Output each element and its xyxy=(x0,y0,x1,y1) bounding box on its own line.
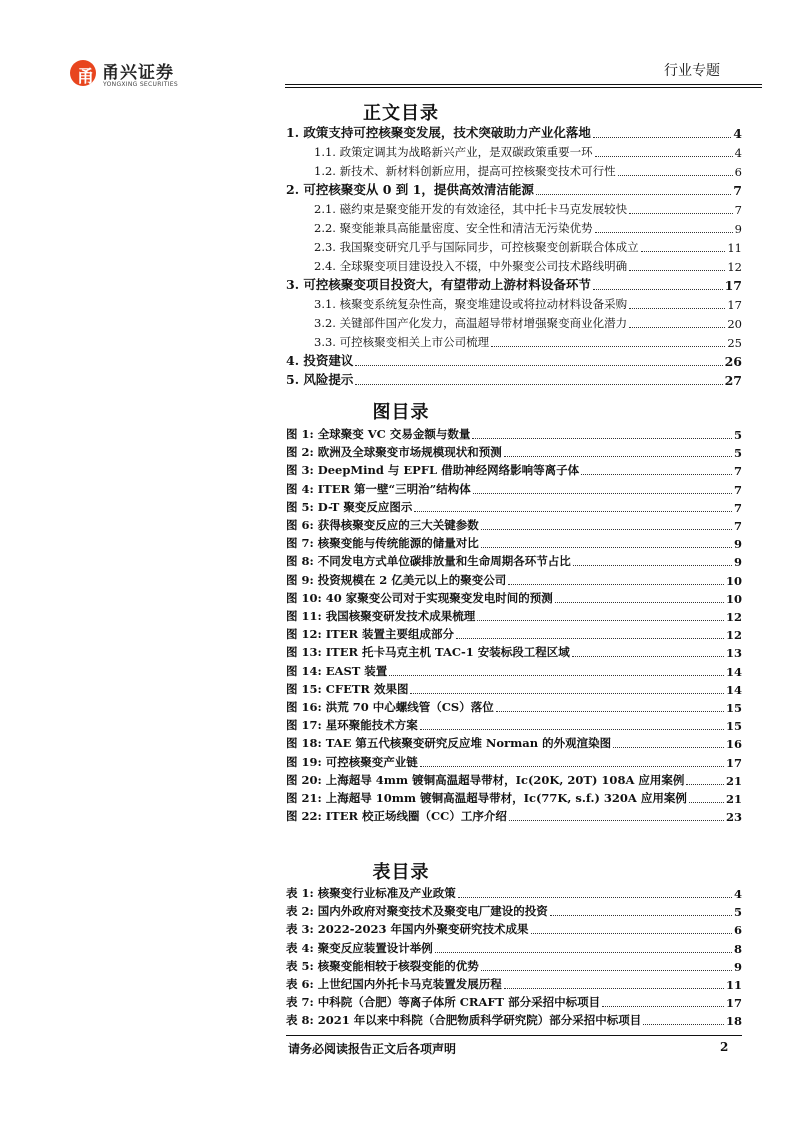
toc-entry[interactable] xyxy=(286,334,742,350)
figure-entry[interactable] xyxy=(286,572,742,588)
dot-leader xyxy=(686,784,724,785)
table-entry-title: 表 4: 聚变反应装置设计举例 xyxy=(286,940,433,955)
dot-leader xyxy=(618,175,733,176)
table-entry-title: 表 5: 核聚变能相较于核裂变能的优势 xyxy=(286,958,479,973)
table-entry-page: 5 xyxy=(733,905,742,920)
dot-leader xyxy=(629,213,733,214)
figure-entry[interactable] xyxy=(286,426,742,442)
figure-entry[interactable] xyxy=(286,608,742,624)
dot-leader xyxy=(456,638,724,639)
toc-entry-title: 2.2. 聚变能兼具高能量密度、安全性和清洁无污染优势 xyxy=(314,221,593,235)
figure-entry-title: 图 1: 全球聚变 VC 交易金额与数量 xyxy=(286,427,471,441)
table-entry[interactable] xyxy=(286,903,742,919)
toc-entry-page: 7 xyxy=(734,203,742,217)
table-entry[interactable] xyxy=(286,994,742,1010)
toc-entry[interactable] xyxy=(286,163,742,179)
figure-entry[interactable] xyxy=(286,535,742,551)
figure-entry-page: 16 xyxy=(725,737,742,752)
table-entry-title: 表 2: 国内外政府对聚变技术及聚变电厂建设的投资 xyxy=(286,904,548,919)
dot-leader xyxy=(435,952,732,953)
table-entry-page: 4 xyxy=(733,887,742,901)
figure-entry[interactable] xyxy=(286,590,742,606)
toc-entry[interactable] xyxy=(286,182,742,198)
toc-entry-title: 2.3. 我国聚变研究几乎与国际同步，可控核聚变创新联合体成立 xyxy=(314,240,639,254)
table-entry[interactable] xyxy=(286,921,742,937)
toc-entry[interactable] xyxy=(286,201,742,217)
figure-entry[interactable] xyxy=(286,790,742,806)
dot-leader xyxy=(641,251,726,252)
toc-entry-page: 17 xyxy=(724,278,742,293)
figure-entry-page: 9 xyxy=(733,555,742,570)
figure-entry[interactable] xyxy=(286,553,742,569)
toc-entry-title: 1. 政策支持可控核聚变发展，技术突破助力产业化落地 xyxy=(286,125,591,140)
toc-entry-title: 2.4. 全球聚变项目建设投入不辍，中外聚变公司技术路线明确 xyxy=(314,259,628,273)
toc-entry-page: 4 xyxy=(734,146,742,160)
toc-entry-title: 1.2. 新技术、新材料创新应用，提高可控核聚变技术可行性 xyxy=(314,164,616,178)
toc-entry[interactable] xyxy=(286,277,742,293)
toc-entry-title: 3.3. 可控核聚变相关上市公司梳理 xyxy=(314,335,490,349)
dot-leader xyxy=(595,232,733,233)
figure-entry-page: 12 xyxy=(725,610,742,624)
figure-entry-title: 图 19: 可控核聚变产业链 xyxy=(286,754,418,769)
table-entry-page: 17 xyxy=(725,996,742,1011)
figure-entry-title: 图 6: 获得核聚变反应的三大关键参数 xyxy=(286,518,479,532)
dot-leader xyxy=(550,915,732,916)
figure-entry[interactable] xyxy=(286,481,742,497)
toc-title: 正文目录 xyxy=(363,103,439,124)
figure-entry-title: 图 20: 上海超导 4mm 镀铜高温超导带材，Ic(20K, 20T) 108A 应用案例 xyxy=(286,772,685,787)
figure-entry[interactable] xyxy=(286,772,742,788)
toc-entry[interactable] xyxy=(286,353,742,369)
toc-entry-page: 25 xyxy=(727,336,742,350)
dot-leader xyxy=(689,802,724,803)
logo-english-name: YONGXING SECURITIES xyxy=(103,81,178,88)
figure-entry[interactable] xyxy=(286,754,742,770)
figure-entry[interactable] xyxy=(286,626,742,642)
toc-entry[interactable] xyxy=(286,296,742,312)
figure-entry-page: 14 xyxy=(725,664,742,679)
figure-entry-page: 5 xyxy=(733,446,742,461)
dot-leader xyxy=(504,456,732,457)
dot-leader xyxy=(504,988,724,989)
dot-leader xyxy=(508,584,724,585)
table-entry[interactable] xyxy=(286,940,742,956)
figure-entry-page: 13 xyxy=(725,646,742,661)
figure-entry-title: 图 10: 40 家聚变公司对于实现聚变发电时间的预测 xyxy=(286,590,553,605)
dot-leader xyxy=(496,711,724,712)
figure-entry[interactable] xyxy=(286,735,742,751)
dot-leader xyxy=(509,820,724,821)
table-entry-title: 表 8: 2021 年以来中科院（合肥物质科学研究院）部分采招中标项目 xyxy=(286,1013,642,1028)
figure-entry-page: 14 xyxy=(725,682,742,697)
figure-entry-title: 图 4: ITER 第一壁“三明治”结构体 xyxy=(286,481,471,496)
dot-leader xyxy=(473,493,732,494)
table-entry-title: 表 1: 核聚变行业标准及产业政策 xyxy=(286,886,456,900)
figure-entry-title: 图 14: EAST 装置 xyxy=(286,663,388,678)
figure-entry-page: 17 xyxy=(725,755,742,770)
dot-leader xyxy=(602,1006,724,1007)
logo-mark-icon: 甬 xyxy=(70,60,96,86)
toc-entry-page: 12 xyxy=(727,260,742,274)
table-entry-page: 18 xyxy=(725,1014,742,1029)
dot-leader xyxy=(389,675,724,676)
figure-list-title: 图目录 xyxy=(372,402,430,423)
toc-entry-title: 2.1. 磁约束是聚变能开发的有效途径，其中托卡马克发展较快 xyxy=(314,202,628,216)
table-entry[interactable] xyxy=(286,976,742,992)
toc-entry-page: 6 xyxy=(734,165,742,179)
toc-entry-page: 9 xyxy=(734,222,742,236)
dot-leader xyxy=(491,346,725,347)
dot-leader xyxy=(531,933,732,934)
dot-leader xyxy=(613,747,724,748)
dot-leader xyxy=(629,327,725,328)
figure-entry-page: 10 xyxy=(725,573,742,588)
dot-leader xyxy=(414,511,732,512)
table-entry-page: 8 xyxy=(733,941,742,956)
logo-chinese-name: 甬兴证券 xyxy=(102,63,174,83)
dot-leader xyxy=(573,565,732,566)
figure-entry-page: 7 xyxy=(733,519,742,533)
dot-leader xyxy=(481,970,732,971)
dot-leader xyxy=(629,308,725,309)
figure-entry-page: 21 xyxy=(725,792,742,806)
toc-entry-page: 17 xyxy=(727,298,742,312)
dot-leader xyxy=(593,137,731,138)
figure-entry-title: 图 11: 我国核聚变研发技术成果梳理 xyxy=(286,609,476,623)
figure-entry[interactable] xyxy=(286,699,742,715)
figure-entry-page: 7 xyxy=(733,500,742,515)
figure-entry[interactable] xyxy=(286,808,742,824)
dot-leader xyxy=(555,602,724,603)
dot-leader xyxy=(481,547,732,548)
toc-entry-title: 3.2. 关键部件国产化发力，高温超导带材增强聚变商业化潜力 xyxy=(314,316,628,330)
figure-entry-title: 图 18: TAE 第五代核聚变研究反应堆 Norman 的外观渲染图 xyxy=(286,736,612,751)
dot-leader xyxy=(410,693,724,694)
page-number: 2 xyxy=(720,1040,729,1054)
figure-entry-title: 图 15: CFETR 效果图 xyxy=(286,681,409,696)
figure-entry-title: 图 8: 不同发电方式单位碳排放量和生命周期各环节占比 xyxy=(286,554,571,569)
figure-entry[interactable] xyxy=(286,681,742,697)
toc-entry[interactable] xyxy=(286,315,742,331)
toc-entry[interactable] xyxy=(286,125,742,141)
figure-entry-title: 图 22: ITER 校正场线圈（CC）工序介绍 xyxy=(286,809,507,824)
toc-entry[interactable] xyxy=(286,372,742,388)
figure-entry-page: 7 xyxy=(733,464,742,479)
figure-entry-page: 7 xyxy=(733,482,742,497)
figure-entry-page: 5 xyxy=(733,428,742,442)
dot-leader xyxy=(572,656,724,657)
toc-entry-title: 4. 投资建议 xyxy=(286,353,354,368)
toc-entry-title: 2. 可控核聚变从 0 到 1，提供高效清洁能源 xyxy=(286,182,534,197)
figure-entry-page: 9 xyxy=(733,537,742,552)
header-divider xyxy=(285,84,762,85)
figure-entry[interactable] xyxy=(286,663,742,679)
figure-entry-title: 图 17: 星环聚能技术方案 xyxy=(286,718,418,733)
table-list-title: 表目录 xyxy=(372,862,430,883)
table-entry-page: 6 xyxy=(733,923,742,938)
dot-leader xyxy=(581,474,732,475)
figure-entry[interactable] xyxy=(286,444,742,460)
toc-entry-page: 7 xyxy=(733,183,742,198)
figure-entry-page: 21 xyxy=(725,773,742,788)
figure-entry[interactable] xyxy=(286,644,742,660)
dot-leader xyxy=(420,729,724,730)
dot-leader xyxy=(536,194,731,195)
table-entry[interactable] xyxy=(286,958,742,974)
figure-entry-page: 12 xyxy=(725,628,742,643)
figure-entry-title: 图 7: 核聚变能与传统能源的储量对比 xyxy=(286,536,479,551)
figure-entry[interactable] xyxy=(286,717,742,733)
figure-entry-title: 图 13: ITER 托卡马克主机 TAC-1 安装标段工程区域 xyxy=(286,645,570,660)
figure-entry-title: 图 9: 投资规模在 2 亿美元以上的聚变公司 xyxy=(286,572,507,587)
toc-entry[interactable] xyxy=(286,258,742,274)
toc-entry-page: 11 xyxy=(727,241,742,255)
table-entry[interactable] xyxy=(286,885,742,901)
toc-entry-page: 4 xyxy=(733,126,742,141)
dot-leader xyxy=(420,766,724,767)
footer-disclaimer: 请务必阅读报告正文后各项声明 xyxy=(288,1042,457,1056)
toc-entry-title: 1.1. 政策定调其为战略新兴产业，是双碳政策重要一环 xyxy=(314,145,593,159)
toc-entry[interactable] xyxy=(286,239,742,255)
figure-entry[interactable] xyxy=(286,517,742,533)
figure-entry-title: 图 16: 洪荒 70 中心螺线管（CS）落位 xyxy=(286,700,494,714)
toc-entry-page: 26 xyxy=(724,354,742,369)
dot-leader xyxy=(355,365,722,366)
dot-leader xyxy=(593,289,723,290)
table-entry-page: 11 xyxy=(725,978,742,992)
table-entry-title: 表 6: 上世纪国内外托卡马克装置发展历程 xyxy=(286,977,502,991)
dot-leader xyxy=(629,270,725,271)
header-divider xyxy=(285,87,762,88)
table-entry-title: 表 3: 2022-2023 年国内外聚变研究技术成果 xyxy=(286,922,529,937)
toc-entry-page: 20 xyxy=(727,317,742,331)
dot-leader xyxy=(477,620,724,621)
dot-leader xyxy=(643,1024,724,1025)
figure-entry-title: 图 21: 上海超导 10mm 镀铜高温超导带材，Ic(77K, s.f.) 320A 应用案例 xyxy=(286,791,687,805)
figure-entry-page: 23 xyxy=(725,810,742,825)
page-header xyxy=(40,54,762,94)
toc-entry-title: 5. 风险提示 xyxy=(286,372,354,387)
dot-leader xyxy=(458,897,732,898)
table-entry[interactable] xyxy=(286,1012,742,1028)
table-entry-title: 表 7: 中科院（合肥）等离子体所 CRAFT 部分采招中标项目 xyxy=(286,995,601,1010)
report-category: 行业专题 xyxy=(664,63,720,79)
toc-entry-title: 3.1. 核聚变系统复杂性高，聚变堆建设或将拉动材料设备采购 xyxy=(314,297,628,311)
toc-entry-page: 27 xyxy=(724,373,742,388)
footer-divider xyxy=(286,1035,742,1036)
figure-entry-title: 图 3: DeepMind 与 EPFL 借助神经网络影响等离子体 xyxy=(286,463,580,478)
figure-entry[interactable] xyxy=(286,499,742,515)
figure-entry-page: 10 xyxy=(725,591,742,606)
figure-entry-page: 15 xyxy=(725,719,742,734)
dot-leader xyxy=(595,156,733,157)
table-entry-page: 9 xyxy=(733,959,742,974)
toc-entry-title: 3. 可控核聚变项目投资大，有望带动上游材料设备环节 xyxy=(286,277,591,292)
figure-entry[interactable] xyxy=(286,462,742,478)
figure-entry-title: 图 5: D-T 聚变反应图示 xyxy=(286,499,413,514)
dot-leader xyxy=(355,384,722,385)
figure-entry-title: 图 2: 欧洲及全球聚变市场规模现状和预测 xyxy=(286,445,502,460)
figure-entry-page: 15 xyxy=(725,701,742,715)
dot-leader xyxy=(481,529,732,530)
toc-entry[interactable] xyxy=(286,220,742,236)
figure-entry-title: 图 12: ITER 装置主要组成部分 xyxy=(286,627,455,642)
toc-entry[interactable] xyxy=(286,144,742,160)
dot-leader xyxy=(472,438,732,439)
